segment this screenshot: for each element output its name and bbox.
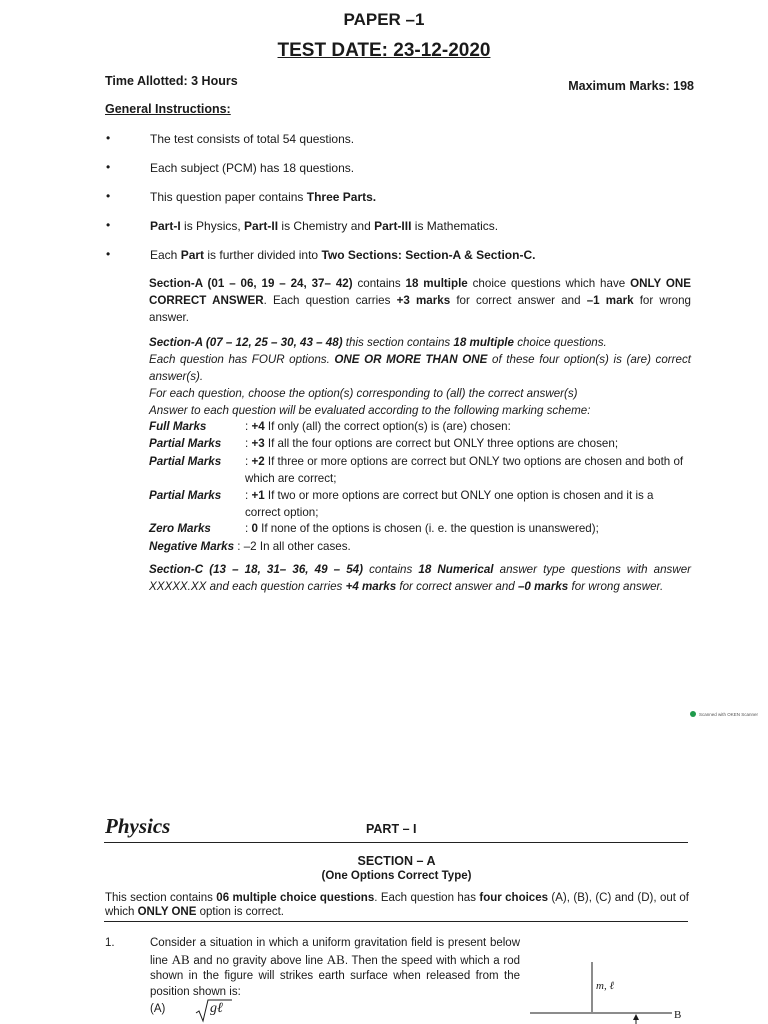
bullet-icon: • [106,189,111,203]
divider [104,842,688,843]
section-type: (One Options Correct Type) [321,870,472,882]
instruction-item: Each subject (PCM) has 18 questions. [150,161,355,175]
figure-label-b: B [674,1009,682,1021]
question-text: Consider a situation in which a uniform gravitation field is present below line AB and no gravity above line AB. Then the speed with which a rod shown in the figure will strikes earth surface when released from the position shown is: [150,937,520,998]
time-allotted: Time Allotted: 3 Hours [105,74,238,88]
section-a-multiple-instructions: Section-A (07 – 12, 25 – 30, 43 – 48) this section contains 18 multiple choice questions. Each question has FOUR options. ONE OR MORE THAN ONE of these four option(s) is (are) correct answer(s). For each question, choose the option(s) corresponding to (all) the correct answer(s) Answer to each question will be evaluated according to the following marking scheme: [149,336,691,417]
marking-row-full: Full Marks : +4 If only (all) the correct option(s) is (are) chosen: [149,420,511,433]
paper-title: PAPER –1 [343,10,425,29]
marking-row-negative: Negative Marks : –2 In all other cases. [149,540,351,553]
question-number: 1. [105,937,115,949]
marking-row-partial-3: Partial Marks : +3 If all the four options are correct but ONLY three options are chosen; [149,437,619,450]
general-instructions-heading: General Instructions: [105,102,231,116]
section-info: This section contains 06 multiple choice questions. Each question has four choices (A), (B), (C) and (D), out of which ONLY ONE option is correct. [105,892,689,918]
section-a-single-instructions: Section-A (01 – 06, 19 – 24, 37– 42) contains 18 multiple choice questions which have ONLY ONE CORRECT ANSWER. Each question carries +3 marks for correct answer and –1 mark for wrong answer. [149,277,691,324]
instruction-item: Part-I is Physics, Part-II is Chemistry and Part-III is Mathematics. [150,219,499,233]
bullet-icon: • [106,247,111,261]
marking-row-partial-2: Partial Marks : +2 If three or more options are correct but ONLY two options are chosen and both of which are correct; [149,455,684,485]
bullet-icon: • [106,160,111,174]
scanner-logo-icon [690,711,696,717]
option-a-label: (A) [150,1003,166,1015]
marking-row-zero: Zero Marks : 0 If none of the options is chosen (i. e. the question is unanswered); [149,522,599,535]
marking-row-partial-1: Partial Marks : +1 If two or more options are correct but ONLY one option is chosen and it is a correct option; [149,489,654,519]
part-label: PART – I [366,822,417,836]
maximum-marks: Maximum Marks: 198 [568,79,694,93]
figure-label-mass-length: m, ℓ [596,980,615,992]
bullet-icon: • [106,131,111,145]
instruction-item: Each Part is further divided into Two Sections: Section-A & Section-C. [150,248,536,262]
scanner-watermark: Scanned with OKEN Scanner [690,711,758,717]
test-date: TEST DATE: 23-12-2020 [277,40,491,61]
option-a-value: gℓ [196,998,209,1014]
subject-title: Physics [105,814,171,838]
bullet-icon: • [106,218,111,232]
divider [104,921,688,922]
instruction-item: The test consists of total 54 questions. [150,132,355,146]
section-c-instructions: Section-C (13 – 18, 31– 36, 49 – 54) contains 18 Numerical answer type questions with answer XXXXX.XX and each question carries +4 marks for correct answer and –0 marks for wrong answer. [149,563,692,593]
section-heading: SECTION – A [357,854,436,868]
instruction-item: This question paper contains Three Parts. [150,190,377,204]
